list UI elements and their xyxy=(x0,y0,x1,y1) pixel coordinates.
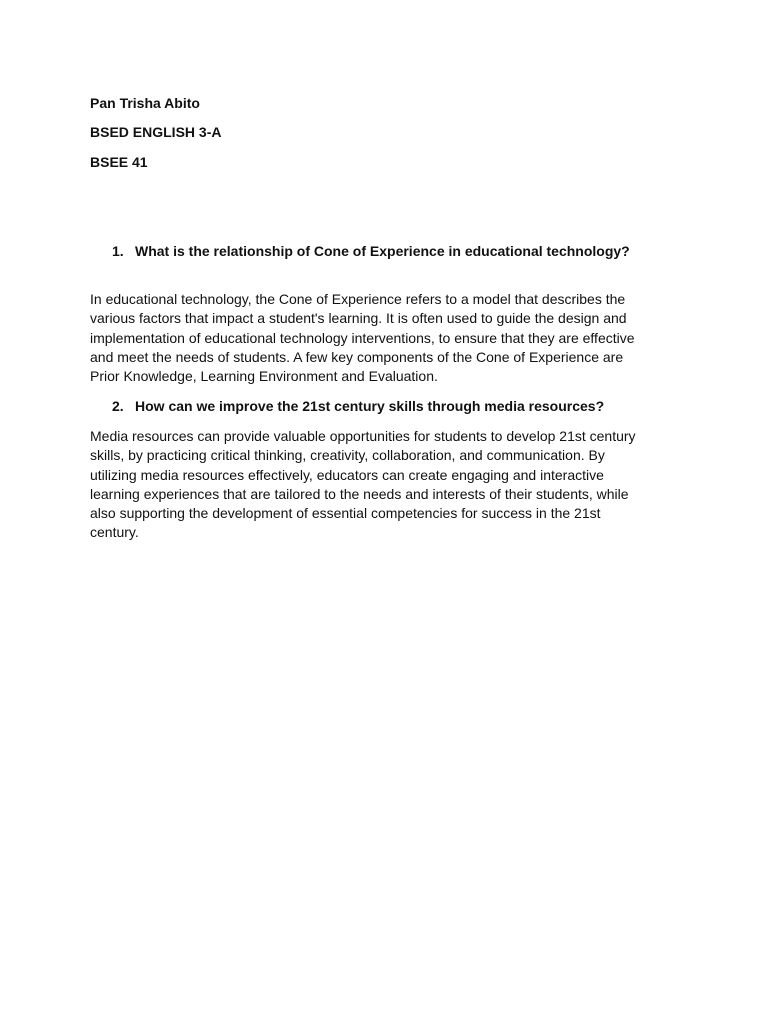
answer-1 xyxy=(90,290,690,386)
answer-2-line: learning experiences that are tailored to the needs and interests of their students, while xyxy=(90,485,629,502)
answer-2-line: utilizing media resources effectively, educators can create engaging and interactive xyxy=(90,466,604,483)
answer-2-line: century. xyxy=(90,524,139,541)
answer-1-line: implementation of educational technology interventions, to ensure that they are effective xyxy=(90,329,635,346)
answer-1-line: Prior Knowledge, Learning Environment and Evaluation. xyxy=(90,368,438,385)
question-1-text: What is the relationship of Cone of Experience in educational technology? xyxy=(135,243,630,259)
answer-1-line: various factors that impact a student's learning. It is often used to guide the design and xyxy=(90,310,627,327)
course-code: BSEE 41 xyxy=(90,154,148,170)
answer-1-line: In educational technology, the Cone of Experience refers to a model that describes the xyxy=(90,291,626,307)
answer-2-line: also supporting the development of essential competencies for success in the 21st xyxy=(90,505,601,522)
question-2-text: How can we improve the 21st century skills through media resources? xyxy=(135,398,605,414)
answer-2-line: skills, by practicing critical thinking, creativity, collaboration, and communication. By xyxy=(90,447,605,464)
question-2-number: 2. xyxy=(112,398,124,414)
answer-2 xyxy=(90,427,690,543)
student-name: Pan Trisha Abito xyxy=(90,95,200,111)
student-program: BSED ENGLISH 3-A xyxy=(90,124,222,140)
answer-2-line: Media resources can provide valuable opportunities for students to develop 21st century xyxy=(90,428,636,444)
question-1-number: 1. xyxy=(112,243,124,259)
answer-1-line: and meet the needs of students. A few key components of the Cone of Experience are xyxy=(90,348,624,365)
